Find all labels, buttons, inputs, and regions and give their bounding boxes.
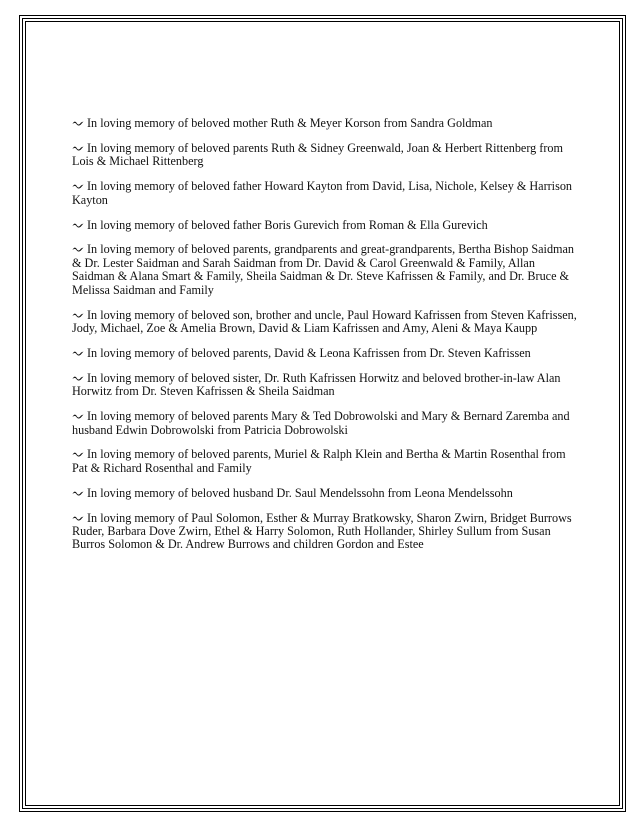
floral-leaf-icon [72,374,84,382]
floral-leaf-icon [72,450,84,458]
memorial-entry-text: In loving memory of beloved parents, David & Leona Kafrissen from Dr. Steven Kafrissen [87,345,531,360]
memorial-entry [72,180,580,207]
floral-leaf-icon [72,182,84,190]
memorial-entry [72,347,580,360]
memorial-entry-text: In loving memory of beloved parents, grandparents and great-grandparents, Bertha Bishop Saidman & Dr. Lester Saidman and Sarah Saidman from Dr. David & Carol Greenwald & Family, Allan Saidman & Alana Smart & Family, Sheila Saidman & Dr. Steve Kafrissen & Family, and Dr. Bruce & Melissa Saidman and Family [72,242,575,297]
memorial-entry-text: In loving memory of beloved husband Dr. Saul Mendelssohn from Leona Mendelssohn [87,485,513,500]
memorial-entry [72,142,580,169]
memorial-entry-text: In loving memory of beloved parents, Muriel & Ralph Klein and Bertha & Martin Rosenthal from Pat & Richard Rosenthal and Family [72,447,566,475]
memorial-entry [72,410,580,437]
memorial-entry [72,309,580,336]
floral-leaf-icon [72,489,84,497]
floral-leaf-icon [72,514,84,522]
memorial-entry [72,372,580,399]
memorial-entry-text: In loving memory of beloved parents Ruth & Sidney Greenwald, Joan & Herbert Rittenberg from Lois & Michael Rittenberg [72,140,563,169]
memorial-entry-text: In loving memory of Paul Solomon, Esther & Murray Bratkowsky, Sharon Zwirn, Bridget Burrows Ruder, Barbara Dove Zwirn, Ethel & Harry Solomon, Ruth Hollander, Shirley Sullum from Susan Burros Solomon & Dr. Andrew Burrows and children Gordon and Estee [72,510,572,552]
memorial-entry-text: In loving memory of beloved son, brother and uncle, Paul Howard Kafrissen from Steven Kafrissen, Jody, Michael, Zoe & Amelia Brown, David & Liam Kafrissen and Amy, Aleni & Maya Kaupp [72,307,577,335]
memorial-entry [72,448,580,475]
memorial-entry [72,117,580,130]
memorial-entry [72,512,580,552]
memorial-entry-text: In loving memory of beloved mother Ruth & Meyer Korson from Sandra Goldman [87,116,493,130]
memorial-entry [72,219,580,232]
memorial-entry-text: In loving memory of beloved sister, Dr. Ruth Kafrissen Horwitz and beloved brother-in-law Alan Horwitz from Dr. Steven Kafrissen & Sheila Saidman [72,370,561,399]
memorial-entry [72,487,580,500]
floral-leaf-icon [72,119,84,127]
floral-leaf-icon [72,311,84,319]
floral-leaf-icon [72,245,84,253]
floral-leaf-icon [72,221,84,229]
memorial-entry-text: In loving memory of beloved parents Mary & Ted Dobrowolski and Mary & Bernard Zaremba and husband Edwin Dobrowolski from Patricia Dobrowolski [72,409,570,437]
floral-leaf-icon [72,412,84,420]
memorial-entry-text: In loving memory of beloved father Howard Kayton from David, Lisa, Nichole, Kelsey & Harrison Kayton [72,179,573,207]
floral-leaf-icon [72,349,84,357]
memorial-list [72,117,580,563]
floral-leaf-icon [72,144,84,152]
memorial-entry-text: In loving memory of beloved father Boris Gurevich from Roman & Ella Gurevich [87,217,488,232]
memorial-entry [72,243,580,297]
